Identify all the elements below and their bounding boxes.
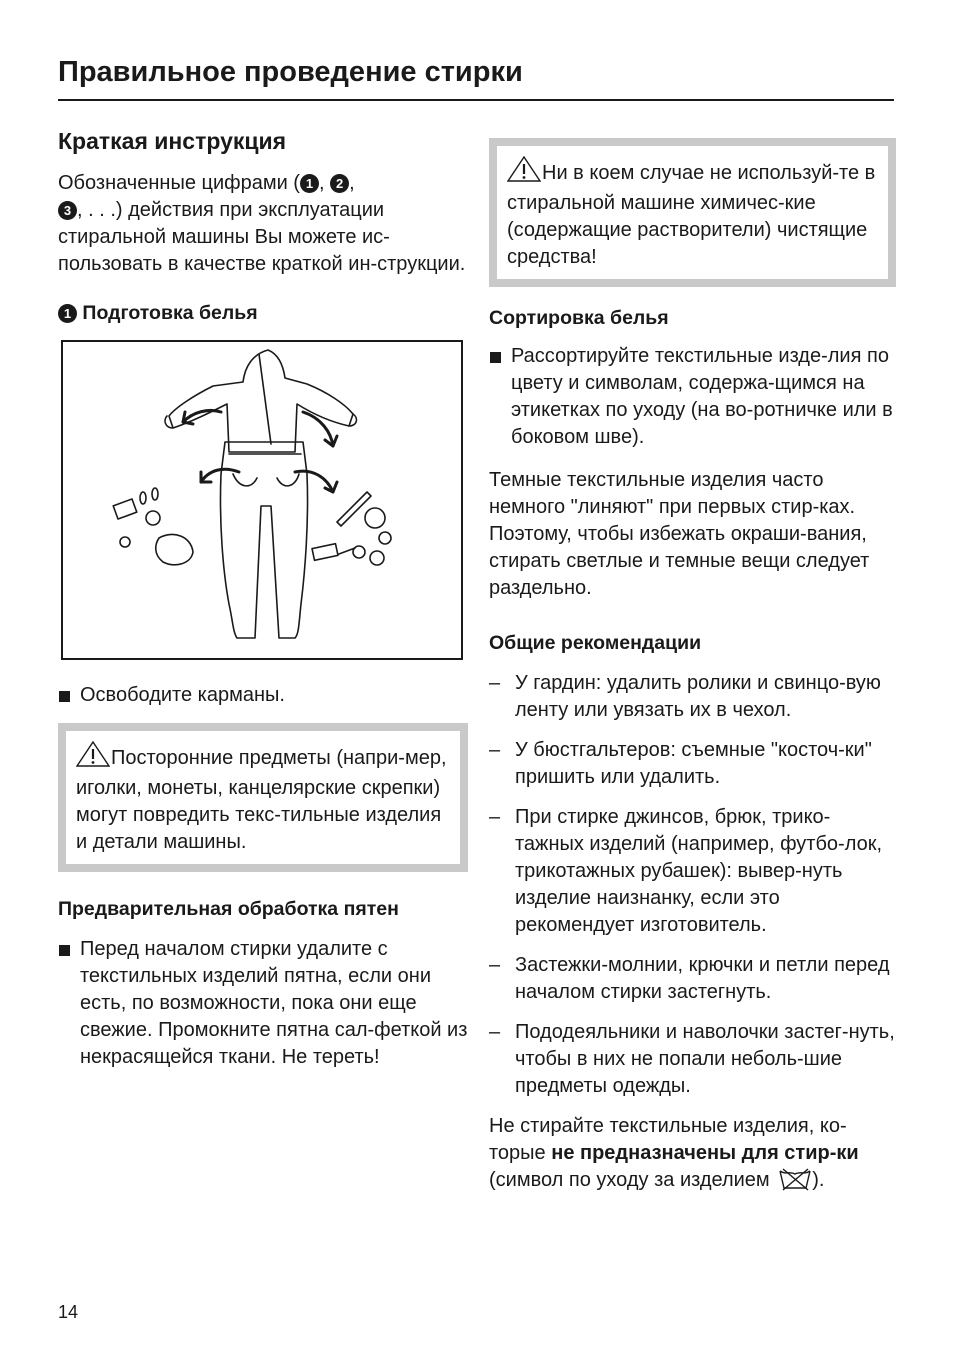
list-item: – Пододеяльники и наволочки застег-нуть, чтобы в них не попали неболь-шие предметы одежды.: [489, 1019, 899, 1100]
do-not-wash-icon: [778, 1167, 812, 1199]
list-item: Рассортируйте текстильные изде-лия по цвету и символам, содержа-щимся на этикетках по уходу (на во-ротничке или в боковом шве).: [489, 343, 899, 451]
step-number-1: 1: [300, 174, 319, 193]
left-column: [58, 122, 468, 1071]
sorting-heading: Сортировка белья: [489, 307, 669, 329]
stains-heading: Предварительная обработка пятен: [58, 898, 399, 920]
list-item: – Застежки-молнии, крючки и петли перед началом стирки застегнуть.: [489, 952, 899, 1006]
list-item: Освободите карманы.: [58, 682, 468, 709]
right-column: [489, 138, 899, 1199]
general-list: [489, 670, 899, 1100]
list-item: Перед началом стирки удалите с текстильных изделий пятна, если они есть, по возможности, пока они еще свежие. Промокните пятна сал-феткой из некрасящейся ткани. Не тереть!: [58, 936, 468, 1071]
list-item: – У гардин: удалить ролики и свинцо-вую ленту или увязать их в чехол.: [489, 670, 899, 724]
dark-textiles-paragraph: Темные текстильные изделия часто немного "линяют" при первых стир-ках. Поэтому, чтобы избежать окраши-вания, стирать светлые и темные вещи следует раздельно.: [489, 469, 870, 599]
step1-heading: 1 Подготовка белья: [58, 300, 468, 326]
step1-number: 1: [58, 304, 77, 323]
warning-box-foreign-objects: Посторонние предметы (напри-мер, иголки, монеты, канцелярские скрепки) могут повредить текс-тильные изделия и детали машины.: [58, 723, 468, 872]
warning-triangle-icon: [507, 156, 541, 190]
step-number-2: 2: [330, 174, 349, 193]
pockets-list: [58, 682, 468, 709]
page-title: Правильное проведение стирки: [58, 52, 894, 101]
page-number: 14: [58, 1302, 79, 1322]
list-item: – У бюстгальтеров: съемные "косточ-ки" пришить или удалить.: [489, 737, 899, 791]
intro-paragraph: Обозначенные цифрами ( 1 , 2 , 3 , . . .) действия при эксплуатации стиральной машины Вы можете ис-пользовать в качестве краткой ин-струкции.: [58, 172, 466, 275]
warning-box-chemicals: Ни в коем случае не используй-те в стиральной машине химичес-кие (содержащие растворители) чистящие средства!: [489, 138, 896, 287]
general-heading: Общие рекомендации: [489, 632, 702, 654]
list-item: – При стирке джинсов, брюк, трико-тажных изделий (например, футбо-лок, трикотажных рубашек): вывер-нуть изделие наизнанку, если это рекомендует изготовитель.: [489, 804, 899, 939]
warning-triangle-icon: [76, 741, 110, 775]
do-not-wash-paragraph: Не стирайте текстильные изделия, ко-торые не предназначены для стир-ки (символ по уходу за изделием ).: [489, 1113, 899, 1199]
sorting-list: [489, 343, 899, 451]
stains-list: [58, 936, 468, 1071]
jumpsuit-pockets-illustration: [63, 342, 461, 658]
section-heading: Краткая инструкция: [58, 128, 287, 154]
step-number-3: 3: [58, 201, 77, 220]
laundry-illustration: [61, 340, 463, 660]
